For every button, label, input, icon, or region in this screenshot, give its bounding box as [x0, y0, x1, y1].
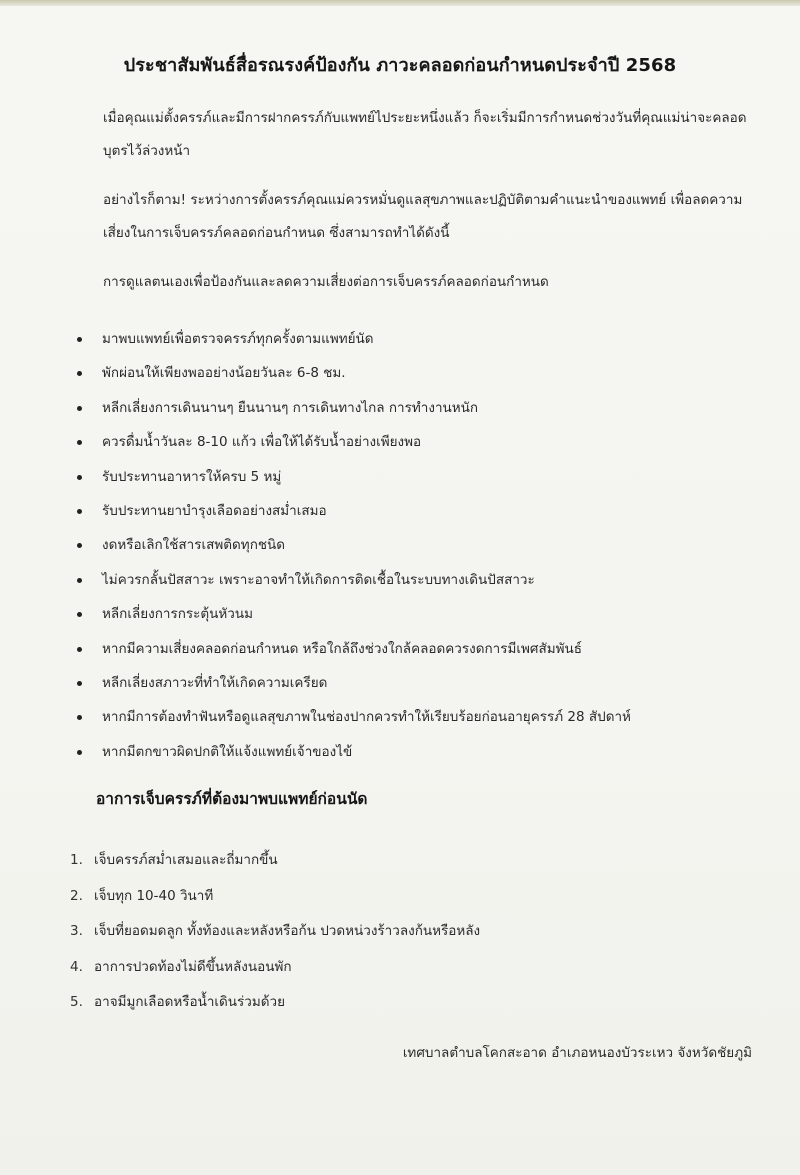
list-item: งดหรือเลิกใช้สารเสพติดทุกชนิด [0, 528, 800, 562]
list-item: รับประทานอาหารให้ครบ 5 หมู่ [0, 460, 800, 494]
list-item: ไม่ควรกลั้นปัสสาวะ เพราะอาจทำให้เกิดการติดเชื้อในระบบทางเดินปัสสาวะ [0, 563, 800, 597]
list-item: หลีกเลี่ยงการเดินนานๆ ยืนนานๆ การเดินทางไกล การทำงานหนัก [0, 391, 800, 425]
scan-edge [0, 0, 800, 6]
bullet-icon [77, 440, 82, 445]
issuer-signature: เทศบาลตำบลโคกสะอาด อำเภอหนองบัวระเหว จังหวัดชัยภูมิ [402, 1045, 752, 1061]
care-subheading: การดูแลตนเองเพื่อป้องกันและลดความเสี่ยงต่อการเจ็บครรภ์คลอดก่อนกำหนด [103, 274, 549, 290]
symptoms-heading: อาการเจ็บครรภ์ที่ต้องมาพบแพทย์ก่อนนัด [96, 790, 368, 808]
list-item: หากมีความเสี่ยงคลอดก่อนกำหนด หรือใกล้ถึงช่วงใกล้คลอดควรงดการมีเพศสัมพันธ์ [0, 632, 800, 666]
list-item: หลีกเลี่ยงสภาวะที่ทำให้เกิดความเครียด [0, 666, 800, 700]
bullet-icon [77, 475, 82, 480]
bullet-icon [77, 715, 82, 720]
bullet-icon [77, 681, 82, 686]
list-item: รับประทานยาบำรุงเลือดอย่างสม่ำเสมอ [0, 494, 800, 528]
list-item: 5. อาจมีมูกเลือดหรือน้ำเดินร่วมด้วย [0, 985, 800, 1021]
bullet-icon [77, 543, 82, 548]
list-item: 3. เจ็บที่ยอดมดลูก ทั้งท้องและหลังหรือก้น ปวดหน่วงร้าวลงก้นหรือหลัง [0, 914, 800, 950]
document-title: ประชาสัมพันธ์สื่อรณรงค์ป้องกัน ภาวะคลอดก่อนกำหนดประจำปี 2568 [123, 55, 677, 76]
list-item: พักผ่อนให้เพียงพออย่างน้อยวันละ 6-8 ชม. [0, 356, 800, 390]
list-item: 4. อาการปวดท้องไม่ดีขึ้นหลังนอนพัก [0, 950, 800, 986]
bullet-icon [77, 406, 82, 411]
care-tips-list [0, 322, 800, 769]
bullet-icon [77, 647, 82, 652]
symptoms-list [0, 843, 800, 1021]
list-item: ควรดื่มน้ำวันละ 8-10 แก้ว เพื่อให้ได้รับน้ำอย่างเพียงพอ [0, 425, 800, 459]
bullet-icon [77, 750, 82, 755]
advice-paragraph: อย่างไรก็ตาม! ระหว่างการตั้งครรภ์คุณแม่ควรหมั่นดูแลสุขภาพและปฏิบัติตามคำแนะนำของแพทย์ เพื่อลดความเสี่ยงในการเจ็บครรภ์คลอดก่อนกำหนด ซึ่งสามารถทำได้ดังนี้ [103, 192, 743, 241]
item-number: 4. [70, 958, 83, 975]
bullet-icon [77, 509, 82, 514]
item-number: 3. [70, 923, 83, 939]
bullet-icon [77, 371, 82, 376]
bullet-icon [77, 337, 82, 342]
bullet-icon [77, 612, 82, 617]
list-item: หากมีตกขาวผิดปกติให้แจ้งแพทย์เจ้าของไข้ [0, 735, 800, 769]
list-item: 2. เจ็บทุก 10-40 วินาที [0, 879, 800, 915]
item-number: 5. [70, 994, 83, 1010]
bullet-icon [77, 578, 82, 583]
list-item: หากมีการต้องทำฟันหรือดูแลสุขภาพในช่องปากควรทำให้เรียบร้อยก่อนอายุครรภ์ 28 สัปดาห์ [0, 700, 800, 734]
list-item: หลีกเลี่ยงการกระตุ้นหัวนม [0, 597, 800, 631]
item-number: 2. [70, 887, 83, 904]
intro-paragraph: เมื่อคุณแม่ตั้งครรภ์และมีการฝากครรภ์กับแพทย์ไประยะหนึ่งแล้ว ก็จะเริ่มมีการกำหนดช่วงวันที่คุณแม่น่าจะคลอดบุตรไว้ล่วงหน้า [103, 110, 747, 159]
item-number: 1. [70, 852, 83, 868]
list-item: 1. เจ็บครรภ์สม่ำเสมอและถี่มากขึ้น [0, 843, 800, 879]
list-item: มาพบแพทย์เพื่อตรวจครรภ์ทุกครั้งตามแพทย์นัด [0, 322, 800, 356]
